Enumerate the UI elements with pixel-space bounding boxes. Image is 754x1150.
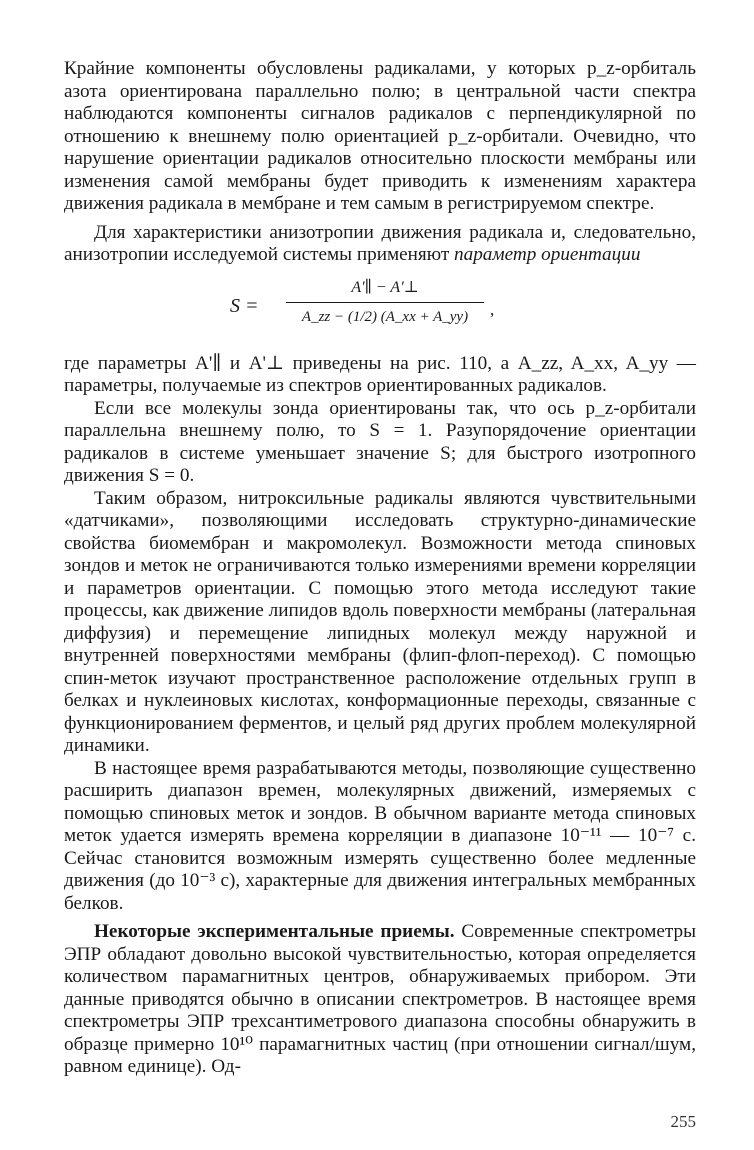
paragraph-4: Если все молекулы зонда ориентированы так, что ось p_z-орбитали параллельна внешнему полю, то S = 1. Разупорядочение ориентации радикалов в системе уменьшает значение S; для быстрого изотропного движения S = 0. <box>64 397 696 486</box>
formula-trailing: , <box>490 299 495 319</box>
paragraph-2 <box>64 222 696 267</box>
paragraph-2-text: Для характеристики анизотропии движения радикала и, следовательно, анизотропии исследуемой системы применяют <box>64 221 696 265</box>
formula-numerator: A'∥ − A'⊥ <box>351 278 419 296</box>
term-orientation-parameter: параметр ориентации <box>454 244 641 265</box>
paragraph-5: Таким образом, нитроксильные радикалы являются чувствительными «датчиками», позволяющими исследовать структурно-динамические свойства биомембран и макромолекул. Возможности метода спиновых зондов и меток не ограничиваются только измерениями времени корреляции и параметров ориентации. С помощью этого метода исследуют такие процессы, как движение липидов вдоль поверхности мембраны (латеральная диффузия) и перемещение липидных молекул между наружной и внутренней поверхностями мембраны (флип-флоп-переход). С помощью спин-меток изучают пространственное расположение отдельных групп в белках и нуклеиновых кислотах, конформационные переходы, связанные с функционированием ферментов, и целый ряд других проблем молекулярной динамики. <box>64 487 696 756</box>
paragraph-1: Крайние компоненты обусловлены радикалами, у которых p_z-орбиталь азота ориентирована параллельно полю; в центральной части спектра наблюдаются компоненты сигналов радикалов с перпендикулярной по отношению к внешнему полю ориентацией p_z-орбитали. Очевидно, что нарушение ориентации радикалов относительно плоскости мембраны или изменения самой мембраны будет приводить к изменениям характера движения радикала в мембране и тем самым в регистрируемом спектре. <box>64 58 696 214</box>
order-parameter-formula <box>64 273 696 343</box>
formula-lhs: S = <box>230 294 259 317</box>
section-heading: Некоторые экспериментальные приемы. <box>94 921 455 942</box>
formula-fraction <box>286 277 484 328</box>
formula-denominator: A_zz − (1/2) (A_xx + A_yy) <box>301 308 469 325</box>
paragraph-6: В настоящее время разрабатываются методы, позволяющие существенно расширить диапазон времен, молекулярных движений, измеряемых с помощью спиновых меток и зондов. В обычном варианте метода спиновых меток удается измерять времена корреляции в диапазоне 10⁻¹¹ — 10⁻⁷ с. Сейчас становится возможным измерять существенно более медленные движения (до 10⁻³ с), характерные для движения интегральных мембранных белков. <box>64 757 696 914</box>
body-text <box>64 58 696 1079</box>
page-number: 255 <box>670 1112 696 1131</box>
fraction-bar <box>286 302 484 303</box>
paragraph-7 <box>64 921 696 1079</box>
paragraph-7-text: Современные спектрометры ЭПР обладают довольно высокой чувствительностью, которая определяется количеством парамагнитных центров, обнаруживаемых прибором. Эти данные приводятся обычно в описании спектрометров. В настоящее время спектрометры ЭПР трехсантиметрового диапазона способны обнаружить в образце примерно 10¹⁰ парамагнитных частиц (при отношении сигнал/шум, равном единице). Од- <box>64 921 696 1077</box>
paragraph-3: где параметры A'∥ и A'⊥ приведены на рис. 110, а A_zz, A_xx, A_yy — параметры, получаемые из спектров ориентированных радикалов. <box>64 352 696 396</box>
